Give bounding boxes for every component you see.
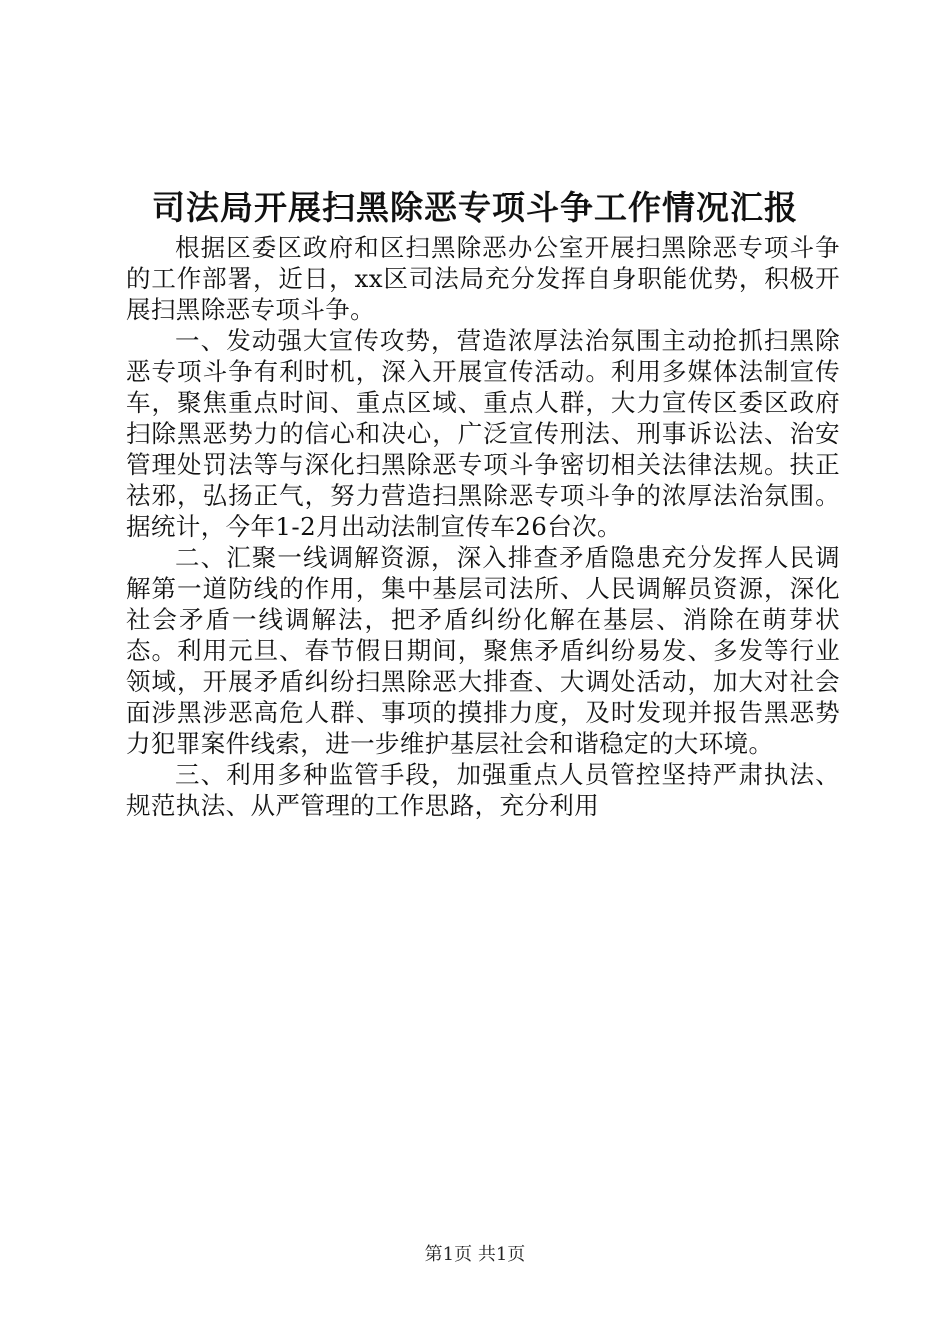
page-footer: 第1页 共1页	[424, 1244, 526, 1265]
document-title: 司法局开展扫黑除恶专项斗争工作情况汇报	[152, 188, 798, 227]
document-body	[126, 232, 840, 821]
paragraph-section-1: 一、发动强大宣传攻势，营造浓厚法治氛围主动抢抓扫黑除恶专项斗争有利时机，深入开展宣传活动。利用多媒体法制宣传车，聚焦重点时间、重点区域、重点人群，大力宣传区委区政府扫除黑恶势力的信心和决心，广泛宣传刑法、刑事诉讼法、治安管理处罚法等与深化扫黑除恶专项斗争密切相关法律法规。扶正祛邪，弘扬正气，努力营造扫黑除恶专项斗争的浓厚法治氛围。据统计，今年1-2月出动法制宣传车26台次。	[126, 326, 840, 541]
paragraph-section-3: 三、利用多种监管手段，加强重点人员管控坚持严肃执法、规范执法、从严管理的工作思路，充分利用	[126, 760, 840, 820]
paragraph-section-2: 二、汇聚一线调解资源，深入排查矛盾隐患充分发挥人民调解第一道防线的作用，集中基层司法所、人民调解员资源，深化社会矛盾一线调解法，把矛盾纠纷化解在基层、消除在萌芽状态。利用元旦、春节假日期间，聚焦矛盾纠纷易发、多发等行业领域，开展矛盾纠纷扫黑除恶大排查、大调处活动，加大对社会面涉黑涉恶高危人群、事项的摸排力度，及时发现并报告黑恶势力犯罪案件线索，进一步维护基层社会和谐稳定的大环境。	[126, 543, 840, 758]
paragraph-intro: 根据区委区政府和区扫黑除恶办公室开展扫黑除恶专项斗争的工作部署，近日，xx区司法局充分发挥自身职能优势，积极开展扫黑除恶专项斗争。	[126, 233, 840, 324]
